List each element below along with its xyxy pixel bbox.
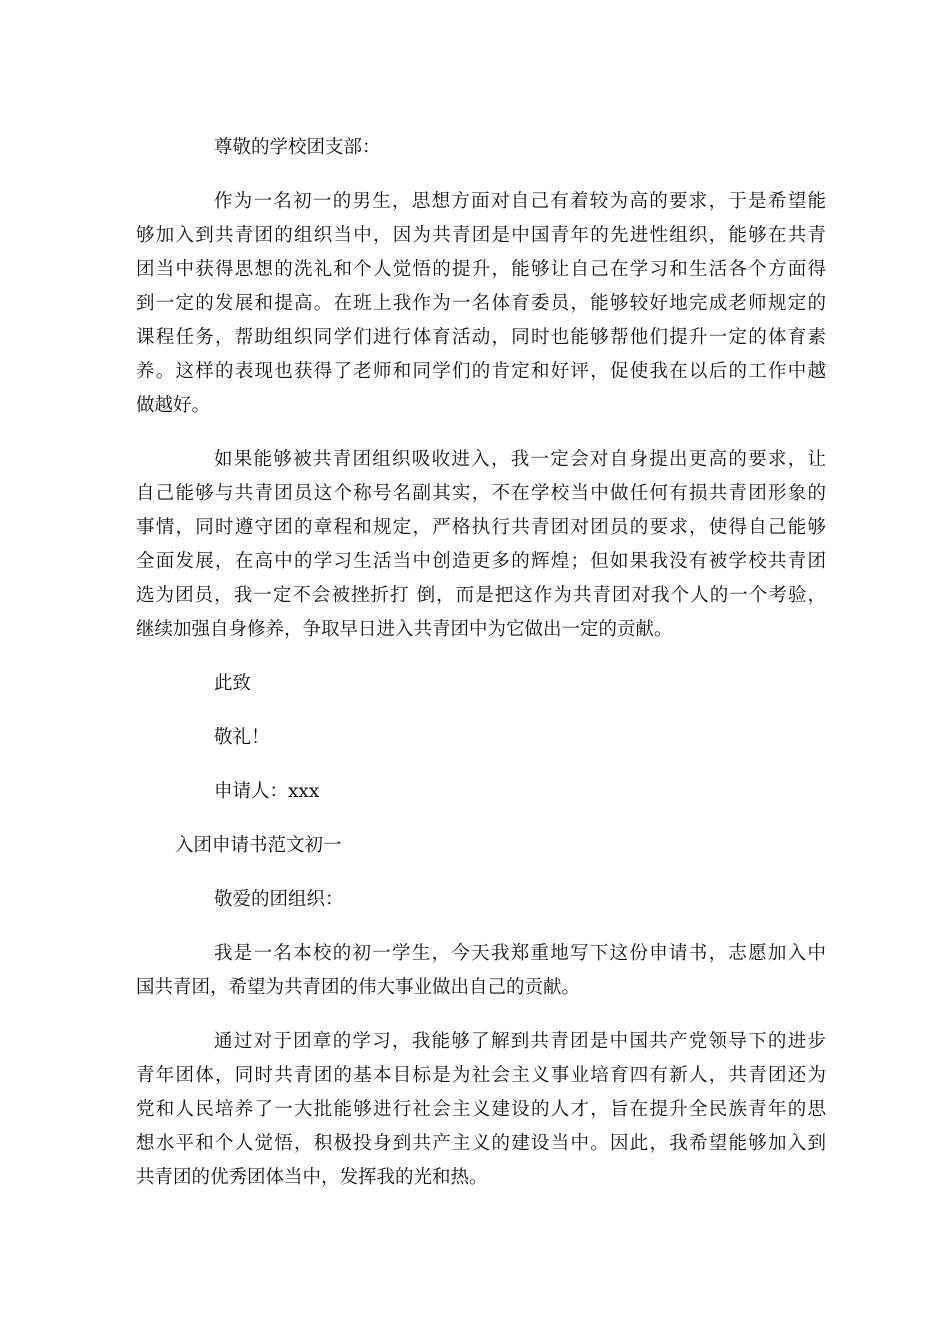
letter1-para2-line4: 全面发展，在高中的学习生活当中创造更多的辉煌；但如果我没有被学校共青团	[136, 551, 826, 572]
letter2-para2-line2: 青年团体，同时共青团的基本目标是为社会主义事业培育四有新人，共青团还为	[136, 1065, 826, 1086]
section-title: 入团申请书范文初一	[175, 835, 342, 856]
letter1-para2-line5: 选为团员，我一定不会被挫折打 倒，而是把这作为共青团对我个人的一个考验，	[136, 585, 826, 606]
letter1-para1-line5: 课程任务，帮助组织同学们进行体育活动，同时也能够帮他们提升一定的体育素	[136, 327, 826, 348]
closing-line-1: 此致	[214, 673, 252, 694]
letter1-para1-line6: 养。这样的表现也获得了老师和同学们的肯定和好评，促使我在以后的工作中越	[136, 361, 826, 382]
letter1-para1-line4: 到一定的发展和提高。在班上我作为一名体育委员，能够较好地完成老师规定的	[136, 293, 826, 314]
salutation-1: 尊敬的学校团支部：	[214, 137, 381, 158]
salutation-2: 敬爱的团组织：	[214, 889, 344, 910]
letter2-para1-line2: 国共青团，希望为共青团的伟大事业做出自己的贡献。	[136, 977, 581, 998]
letter1-para1-line1: 作为一名初一的男生，思想方面对自己有着较为高的要求，于是希望能	[214, 191, 826, 212]
letter1-para2-line3: 事情，同时遵守团的章程和规定，严格执行共青团对团员的要求，使得自己能够	[136, 517, 826, 538]
letter2-para2-line3: 党和人民培养了一大批能够进行社会主义建设的人才，旨在提升全民族青年的思	[136, 1099, 826, 1120]
letter2-para2-line5: 共青团的优秀团体当中，发挥我的光和热。	[136, 1167, 488, 1188]
letter2-para2-line4: 想水平和个人觉悟，积极投身到共产主义的建设当中。因此，我希望能够加入到	[136, 1133, 826, 1154]
letter1-para2-line2: 自己能够与共青团员这个称号名副其实，不在学校当中做任何有损共青团形象的	[136, 483, 826, 504]
letter2-para2-line1: 通过对于团章的学习，我能够了解到共青团是中国共产党领导下的进步	[214, 1031, 826, 1052]
letter1-para2-line1: 如果能够被共青团组织吸收进入，我一定会对自身提出更高的要求，让	[214, 449, 826, 470]
letter2-para1-line1: 我是一名本校的初一学生，今天我郑重地写下这份申请书，志愿加入中	[214, 943, 826, 964]
letter1-para1-line3: 团当中获得思想的洗礼和个人觉悟的提升，能够让自己在学习和生活各个方面得	[136, 259, 826, 280]
letter1-para1-line7: 做越好。	[136, 395, 211, 416]
letter1-para1-line2: 够加入到共青团的组织当中，因为共青团是中国青年的先进性组织，能够在共青	[136, 225, 826, 246]
letter1-para2-line6: 继续加强自身修养，争取早日进入共青团中为它做出一定的贡献。	[136, 619, 673, 640]
applicant-signature: 申请人：xxx	[214, 781, 320, 802]
closing-line-2: 敬礼！	[214, 727, 270, 748]
